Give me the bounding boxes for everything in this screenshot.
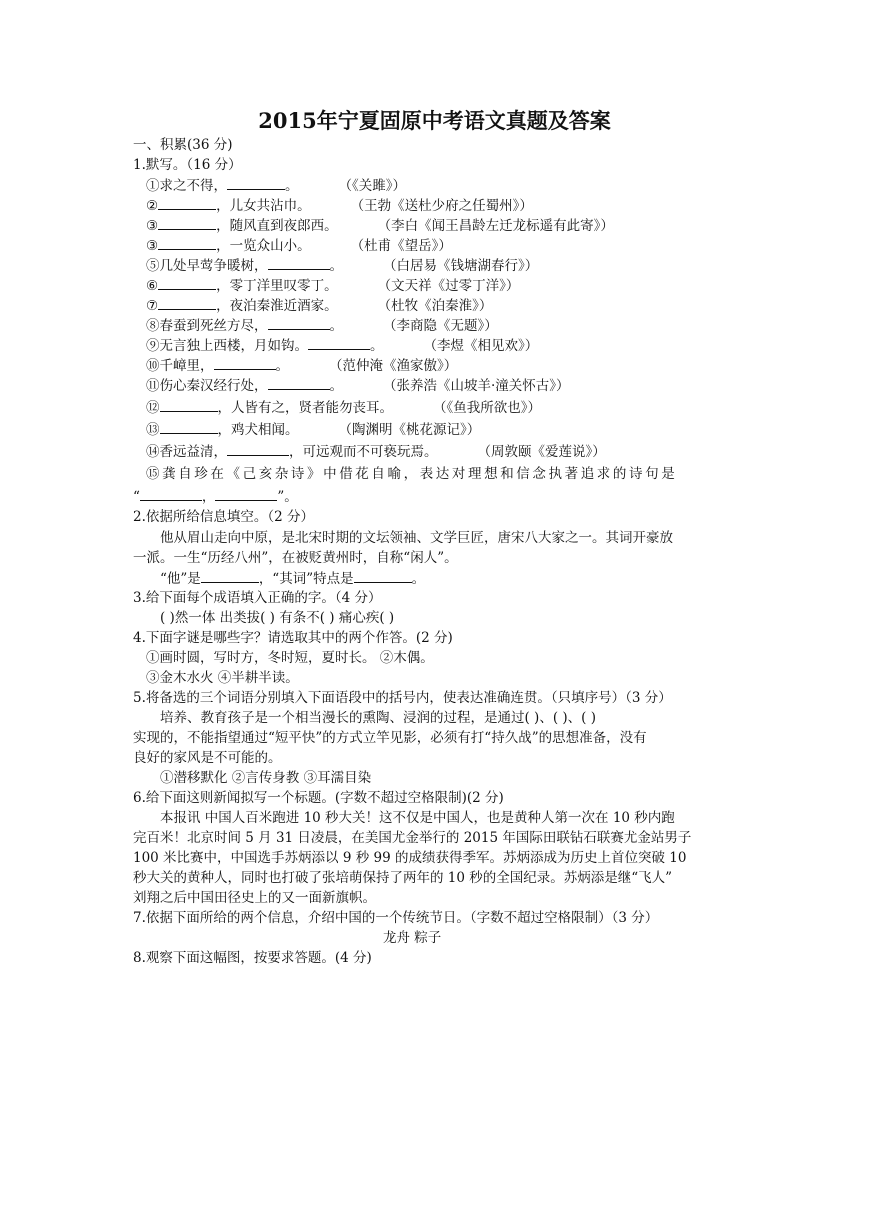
q2-fill-line: “他”是 ，“其词”特点是 。 xyxy=(160,568,425,589)
q6-news: 秒大关的黄种人，同时也打破了张培萌保持了两年的 10 秒的全国纪录。苏炳添是继“飞人” xyxy=(133,870,673,886)
answer-blank xyxy=(158,235,216,250)
section-heading: 一、积累(36 分) xyxy=(133,137,233,153)
answer-blank xyxy=(158,215,216,230)
answer-blank xyxy=(215,486,277,501)
answer-blank xyxy=(268,375,330,390)
question-3-header: 3.给下面每个成语填入正确的字。（4 分） xyxy=(133,590,382,606)
q6-news: 100 米比赛中，中国选手苏炳添以 9 秒 99 的成绩获得季军。苏炳添成为历史上首位突破 10 xyxy=(133,850,687,866)
q7-info: 龙舟 粽子 xyxy=(383,930,442,946)
q2-paragraph: 他从眉山走向中原，是北宋时期的文坛领袖、文学巨匠，唐宋八大家之一。其词开豪放 xyxy=(160,530,673,546)
answer-blank xyxy=(354,568,412,583)
q1-item: ⑫ ，人皆有之，贤者能勿丧耳。 （《鱼我所欲也》） xyxy=(146,397,541,418)
question-4-header: 4.下面字谜是哪些字？请选取其中的两个作答。(2 分) xyxy=(133,630,453,646)
q1-item: ①求之不得， 。 （《关雎》） xyxy=(146,175,406,196)
question-6-header: 6.给下面这则新闻拟写一个标题。(字数不超过空格限制)(2 分) xyxy=(133,790,504,806)
q5-options: ①潜移默化 ②言传身教 ③耳濡目染 xyxy=(160,770,372,786)
q1-item: ⑥ ，零丁洋里叹零丁。 （文天祥《过零丁洋》） xyxy=(146,275,519,296)
q6-news: 完百米！北京时间 5 月 31 日凌晨，在美国尤金举行的 2015 年国际田联钻石联赛尤金站男子 xyxy=(133,830,692,846)
q1-item: ⑬ ，鸡犬相闻。 （陶渊明《桃花源记》） xyxy=(146,419,480,440)
q1-item: ⑩千嶂里， 。 （范仲淹《渔家傲》） xyxy=(146,355,457,376)
answer-blank xyxy=(201,568,259,583)
answer-blank xyxy=(268,315,330,330)
q4-riddles: ③金木水火 ④半耕半读。 xyxy=(146,670,299,686)
answer-blank xyxy=(158,195,216,210)
q5-paragraph: 良好的家风是不可能的。 xyxy=(133,750,282,766)
answer-blank xyxy=(227,175,285,190)
q1-item: ③ ，一览众山小。 （杜甫《望岳》） xyxy=(146,235,452,256)
q5-paragraph: 实现的，不能指望通过“短平快”的方式立竿见影，必须有打“持久战”的思想准备，没有 xyxy=(133,730,647,746)
q1-item: ⑪伤心秦汉经行处， 。 （张养浩《山坡羊·潼关怀古》） xyxy=(146,375,570,396)
q5-paragraph: 培养、教育孩子是一个相当漫长的熏陶、浸润的过程，是通过( )、( )、( ) xyxy=(160,710,596,726)
q6-news: 本报讯 中国人百米跑进 10 秒大关！这不仅是中国人，也是黄种人第一次在 10 秒内跑 xyxy=(160,810,675,826)
q1-item-15: ⑮龚自珍在《己亥杂诗》中借花自喻，表达对理想和信念执著追求的诗句是 xyxy=(146,466,678,482)
answer-blank xyxy=(158,275,216,290)
q4-riddles: ①画时圆，写时方，冬时短，夏时长。 ②木偶。 xyxy=(146,650,434,666)
q1-item: ⑦ ，夜泊秦淮近酒家。 （杜牧《泊秦淮》） xyxy=(146,295,492,316)
question-2-header: 2.依据所给信息填空。（2 分） xyxy=(133,509,315,525)
q1-item: ⑧春蚕到死丝方尽， 。 （李商隐《无题》） xyxy=(146,315,498,336)
q1-item-15-answer: “ ， ”。 xyxy=(133,486,298,507)
q3-items: ( )然一体 出类拔( ) 有条不( ) 痛心疾( ) xyxy=(160,610,395,626)
question-5-header: 5.将备选的三个词语分别填入下面语段中的括号内，使表达准确连贯。（只填序号）（3 分） xyxy=(133,690,672,706)
q2-paragraph: 一派。一生“历经八州”，在被贬黄州时，自称“闲人”。 xyxy=(133,550,458,566)
q1-item: ③ ，随风直到夜郎西。 （李白《闻王昌龄左迁龙标遥有此寄》） xyxy=(146,215,614,236)
answer-blank xyxy=(158,295,216,310)
q1-item: ⑭香远益清， ，可远观而不可亵玩焉。 （周敦颐《爱莲说》） xyxy=(146,441,606,462)
answer-blank xyxy=(160,397,218,412)
answer-blank xyxy=(227,441,289,456)
answer-blank xyxy=(140,486,202,501)
question-8-header: 8.观察下面这幅图，按要求答题。(4 分) xyxy=(133,950,372,966)
page-title: 2015年宁夏固原中考语文真题及答案 xyxy=(258,108,611,133)
answer-blank xyxy=(268,255,330,270)
answer-blank xyxy=(308,335,370,350)
answer-blank xyxy=(214,355,276,370)
question-7-header: 7.依据下面所给的两个信息，介绍中国的一个传统节日。（字数不超过空格限制）（3 分） xyxy=(133,910,659,926)
q1-item: ② ，儿女共沾巾。 （王勃《送杜少府之任蜀州》） xyxy=(146,195,533,216)
q1-item: ⑤几处早莺争暖树， 。 （白居易《钱塘湖春行》） xyxy=(146,255,538,276)
answer-blank xyxy=(160,419,218,434)
q1-item: ⑨无言独上西楼，月如钩。 。 （李煜《相见欢》） xyxy=(146,335,538,356)
q6-news: 刘翔之后中国田径史上的又一面新旗帜。 xyxy=(133,890,376,906)
question-1-header: 1.默写。（16 分） xyxy=(133,157,242,173)
